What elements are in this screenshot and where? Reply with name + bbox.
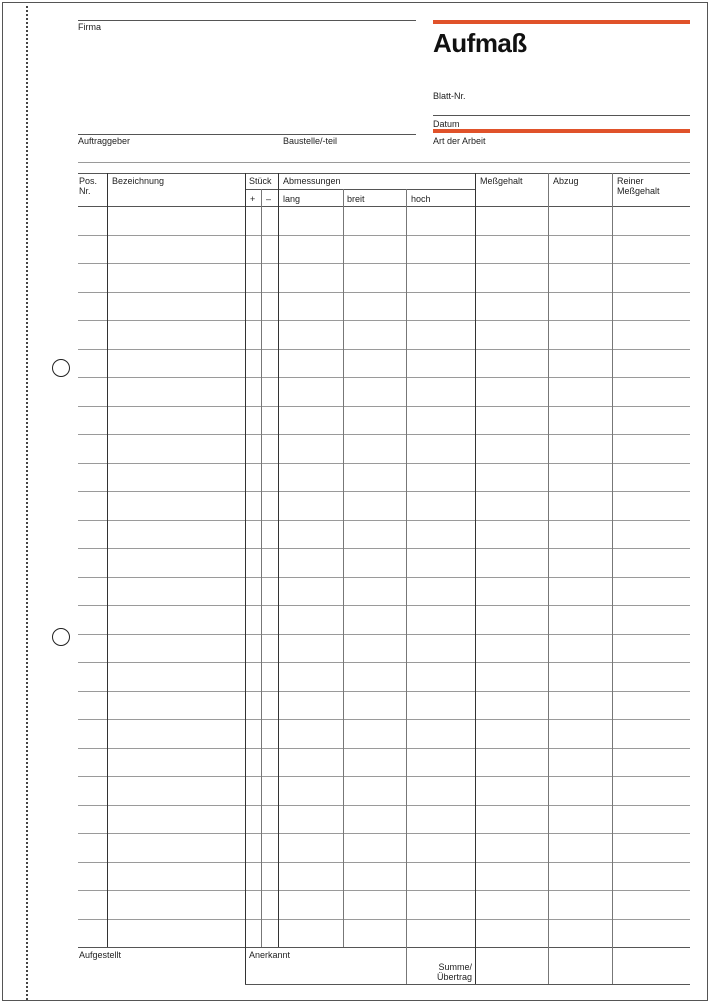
table-row-line bbox=[78, 662, 690, 663]
punch-hole-top bbox=[52, 359, 70, 377]
col-header-net-measured: Reiner Meßgehalt bbox=[617, 176, 660, 196]
col-separator-measured bbox=[548, 173, 549, 985]
col-separator-pos bbox=[107, 173, 108, 947]
col-separator-pieces bbox=[278, 173, 279, 947]
client-line bbox=[78, 134, 416, 135]
col-header-deduction: Abzug bbox=[553, 176, 579, 186]
sheet-number-line bbox=[433, 115, 690, 116]
table-row-line bbox=[78, 776, 690, 777]
col-header-dimensions: Abmessungen bbox=[283, 176, 341, 186]
table-row-line bbox=[78, 691, 690, 692]
table-row-line bbox=[78, 605, 690, 606]
table-row-line bbox=[78, 292, 690, 293]
form-title: Aufmaß bbox=[433, 28, 527, 58]
approved-by-label[interactable]: Anerkannt bbox=[249, 950, 291, 960]
footer-bottom-line bbox=[245, 984, 690, 985]
table-row-line bbox=[78, 491, 690, 492]
company-label: Firma bbox=[78, 22, 101, 32]
header-extra-line bbox=[78, 162, 690, 163]
table-row-line bbox=[78, 919, 690, 920]
col-header-plus: + bbox=[250, 194, 256, 204]
table-row-line bbox=[78, 463, 690, 464]
col-separator-width bbox=[406, 189, 407, 985]
col-header-pos: Pos. Nr. bbox=[79, 176, 98, 196]
table-header-bottom-line bbox=[78, 206, 690, 207]
col-header-length: lang bbox=[283, 194, 301, 204]
table-row-line bbox=[78, 349, 690, 350]
col-separator-length bbox=[343, 189, 344, 947]
col-header-measured: Meßgehalt bbox=[480, 176, 523, 186]
date-label[interactable]: Datum bbox=[433, 119, 460, 129]
site-label[interactable]: Baustelle/-teil bbox=[283, 136, 338, 146]
table-row-line bbox=[78, 406, 690, 407]
table-row-line bbox=[78, 377, 690, 378]
col-separator-plus bbox=[261, 189, 262, 947]
col-header-pieces: Stück bbox=[249, 176, 272, 186]
table-row-line bbox=[78, 862, 690, 863]
table-row-line bbox=[78, 320, 690, 321]
col-header-height: hoch bbox=[411, 194, 431, 204]
client-label[interactable]: Auftraggeber bbox=[78, 136, 131, 146]
work-type-label[interactable]: Art der Arbeit bbox=[433, 136, 486, 146]
col-header-width: breit bbox=[347, 194, 365, 204]
table-row-line bbox=[78, 890, 690, 891]
perforation-line bbox=[26, 6, 28, 1000]
subheader-line bbox=[245, 189, 475, 190]
table-row-line bbox=[78, 548, 690, 549]
title-accent-bar-top bbox=[433, 20, 690, 24]
table-row-line bbox=[78, 805, 690, 806]
table-row-line bbox=[78, 434, 690, 435]
table-row-line bbox=[78, 719, 690, 720]
title-accent-bar-bottom bbox=[433, 129, 690, 133]
punch-hole-bottom bbox=[52, 628, 70, 646]
table-row-line bbox=[78, 634, 690, 635]
col-separator-deduction bbox=[612, 173, 613, 985]
company-line bbox=[78, 20, 416, 21]
prepared-by-label[interactable]: Aufgestellt bbox=[79, 950, 122, 960]
table-row-line bbox=[78, 748, 690, 749]
col-separator-dimensions bbox=[475, 173, 476, 985]
table-row-line bbox=[78, 263, 690, 264]
table-top-line bbox=[78, 173, 690, 174]
sheet-number-label[interactable]: Blatt-Nr. bbox=[433, 91, 466, 101]
table-row-line bbox=[78, 235, 690, 236]
table-row-line bbox=[78, 577, 690, 578]
table-row-line bbox=[78, 520, 690, 521]
col-separator-description bbox=[245, 173, 246, 985]
col-header-minus: – bbox=[266, 194, 272, 204]
table-row-line bbox=[78, 833, 690, 834]
col-header-description: Bezeichnung bbox=[112, 176, 165, 186]
total-label[interactable]: Summe/ Übertrag bbox=[436, 962, 472, 982]
table-bottom-line bbox=[78, 947, 690, 948]
